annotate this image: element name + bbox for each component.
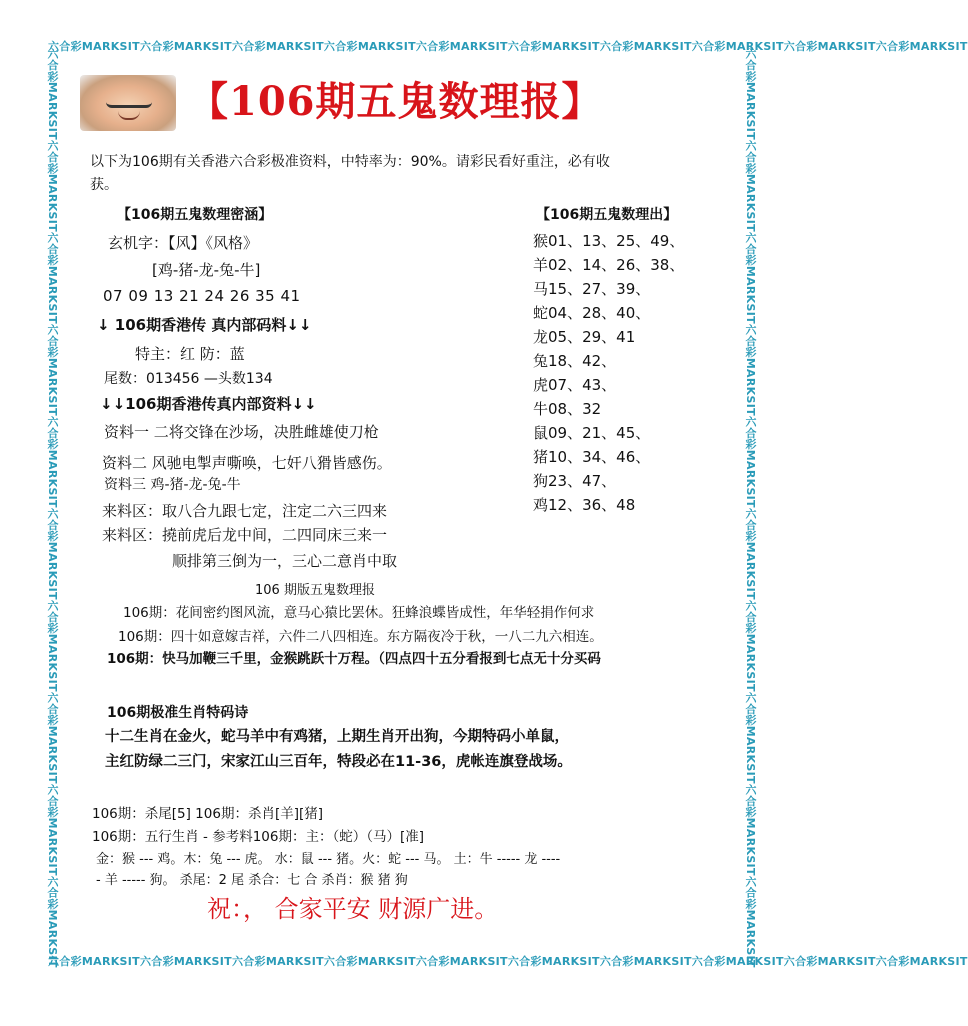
- smile-shape: [118, 111, 140, 120]
- mid-line-3: 106期：快马加鞭三千里，金猴跳跃十万程。（四点四十五分看报到七点无十分买码: [107, 651, 601, 667]
- poem-heading: 106期极准生肖特码诗: [107, 705, 249, 721]
- info-line-3: 资料三 鸡-猪-龙-兔-牛: [104, 477, 241, 493]
- insider-heading: ↓ 106期香港传 真内部码料↓↓: [97, 316, 312, 334]
- insider-heading-2: ↓↓106期香港传真内部资料↓↓: [100, 395, 317, 413]
- elements-pairs-2: - 羊 ----- 狗。 杀尾：2 尾 杀合：七 合 杀肖：猴 猪 狗: [96, 873, 408, 888]
- border-bottom: 六合彩MARKSIT六合彩MARKSIT六合彩MARKSIT六合彩MARKSIT六合彩MARKSIT六合彩MARKSIT六合彩MARKSIT六合彩MARKSIT六合彩MARKSIT六合彩MARKSIT: [48, 955, 968, 968]
- mid-line-1: 106期：花间密约图风流，意马心猿比罢休。狂蜂浪蝶皆成性，年华轻捐作何求: [123, 605, 595, 621]
- xuanji-text: 玄机字：【风】《风格》: [108, 234, 259, 252]
- zodiac-number-row: 虎07、43、: [533, 376, 617, 394]
- zodiac-number-row: 猴01、13、25、49、: [533, 232, 685, 250]
- elements-pairs-1: 金：猴 --- 鸡。木：兔 --- 虎。 水：鼠 --- 猪。火：蛇 --- 马。 土：牛 ----- 龙 ----: [96, 852, 561, 867]
- intro-line-1: 以下为106期有关香港六合彩极准资料，中特率为：90%。请彩民看好重注，必有收: [90, 154, 610, 170]
- zodiac-number-row: 马15、27、39、: [533, 280, 651, 298]
- portrait-photo: [80, 75, 176, 131]
- zodiac-number-row: 牛08、32: [533, 400, 602, 418]
- info-line-2: 资料二 风驰电掣声嘶唤，七奸八猾皆感伤。: [102, 454, 392, 472]
- left-heading: 【106期五鬼数理密涵】: [117, 207, 273, 223]
- glasses-shape: [106, 95, 152, 108]
- intro-line-2: 获。: [90, 177, 118, 193]
- zodiac-number-row: 鸡12、36、48: [533, 496, 636, 514]
- source-line-3: 顺排第三倒为一，三心二意肖中取: [172, 552, 398, 570]
- blessing-text: 祝：， 合家平安 财源广进。: [207, 895, 499, 923]
- zodiac-number-row: 兔18、42、: [533, 352, 617, 370]
- border-left: 六合彩MARKSIT六合彩MARKSIT六合彩MARKSIT六合彩MARKSIT六合彩MARKSIT六合彩MARKSIT六合彩MARKSIT六合彩MARKSIT六合彩MARKSIT六合彩MARKSIT: [46, 48, 59, 968]
- zodiac-number-row: 羊02、14、26、38、: [533, 256, 685, 274]
- border-top: 六合彩MARKSIT六合彩MARKSIT六合彩MARKSIT六合彩MARKSIT六合彩MARKSIT六合彩MARKSIT六合彩MARKSIT六合彩MARKSIT六合彩MARKSIT六合彩MARKSIT: [48, 40, 968, 53]
- page-title: 【106期五鬼数理报】: [188, 78, 603, 125]
- zodiac-number-row: 鼠09、21、45、: [533, 424, 651, 442]
- poem-line-1: 十二生肖在金火，蛇马羊中有鸡猪，上期生肖开出狗，今期特码小单鼠，: [105, 729, 569, 745]
- zodiac-group: [鸡-猪-龙-兔-牛]: [152, 261, 261, 279]
- right-heading: 【106期五鬼数理出】: [536, 207, 678, 223]
- five-elements-line: 106期：五行生肖 - 参考料106期：主：（蛇）（马）[准]: [92, 829, 425, 845]
- mid-line-2: 106期：四十如意嫁吉祥，六件二八四相连。东方隔夜冷于秋，一八二九六相连。: [118, 629, 603, 645]
- zodiac-number-row: 蛇04、28、40、: [533, 304, 651, 322]
- kill-line: 106期：杀尾[5] 106期：杀肖[羊][猪]: [92, 806, 324, 822]
- special-color: 特主：红 防：蓝: [135, 345, 245, 363]
- poem-line-2: 主红防绿二三门，宋家江山三百年，特段必在11-36，虎帐连旗登战场。: [105, 754, 572, 770]
- border-right: 六合彩MARKSIT六合彩MARKSIT六合彩MARKSIT六合彩MARKSIT六合彩MARKSIT六合彩MARKSIT六合彩MARKSIT六合彩MARKSIT六合彩MARKSIT六合彩MARKSIT: [744, 48, 757, 968]
- mid-subheading: 106 期版五鬼数理报: [255, 583, 375, 598]
- source-line-2: 来料区：撓前虎后龙中间，二四同床三来一: [102, 526, 388, 544]
- zodiac-number-row: 龙05、29、41: [533, 328, 636, 346]
- zodiac-number-row: 狗23、47、: [533, 472, 617, 490]
- source-line-1: 来料区：取八合九跟七定，注定二六三四来: [102, 502, 388, 520]
- info-line-1: 资料一 二将交锋在沙场，决胜雌雄使刀枪: [104, 423, 379, 441]
- lucky-numbers: 07 09 13 21 24 26 35 41: [103, 287, 301, 305]
- zodiac-number-row: 猪10、34、46、: [533, 448, 651, 466]
- tail-numbers: 尾数：013456 —头数134: [104, 371, 273, 387]
